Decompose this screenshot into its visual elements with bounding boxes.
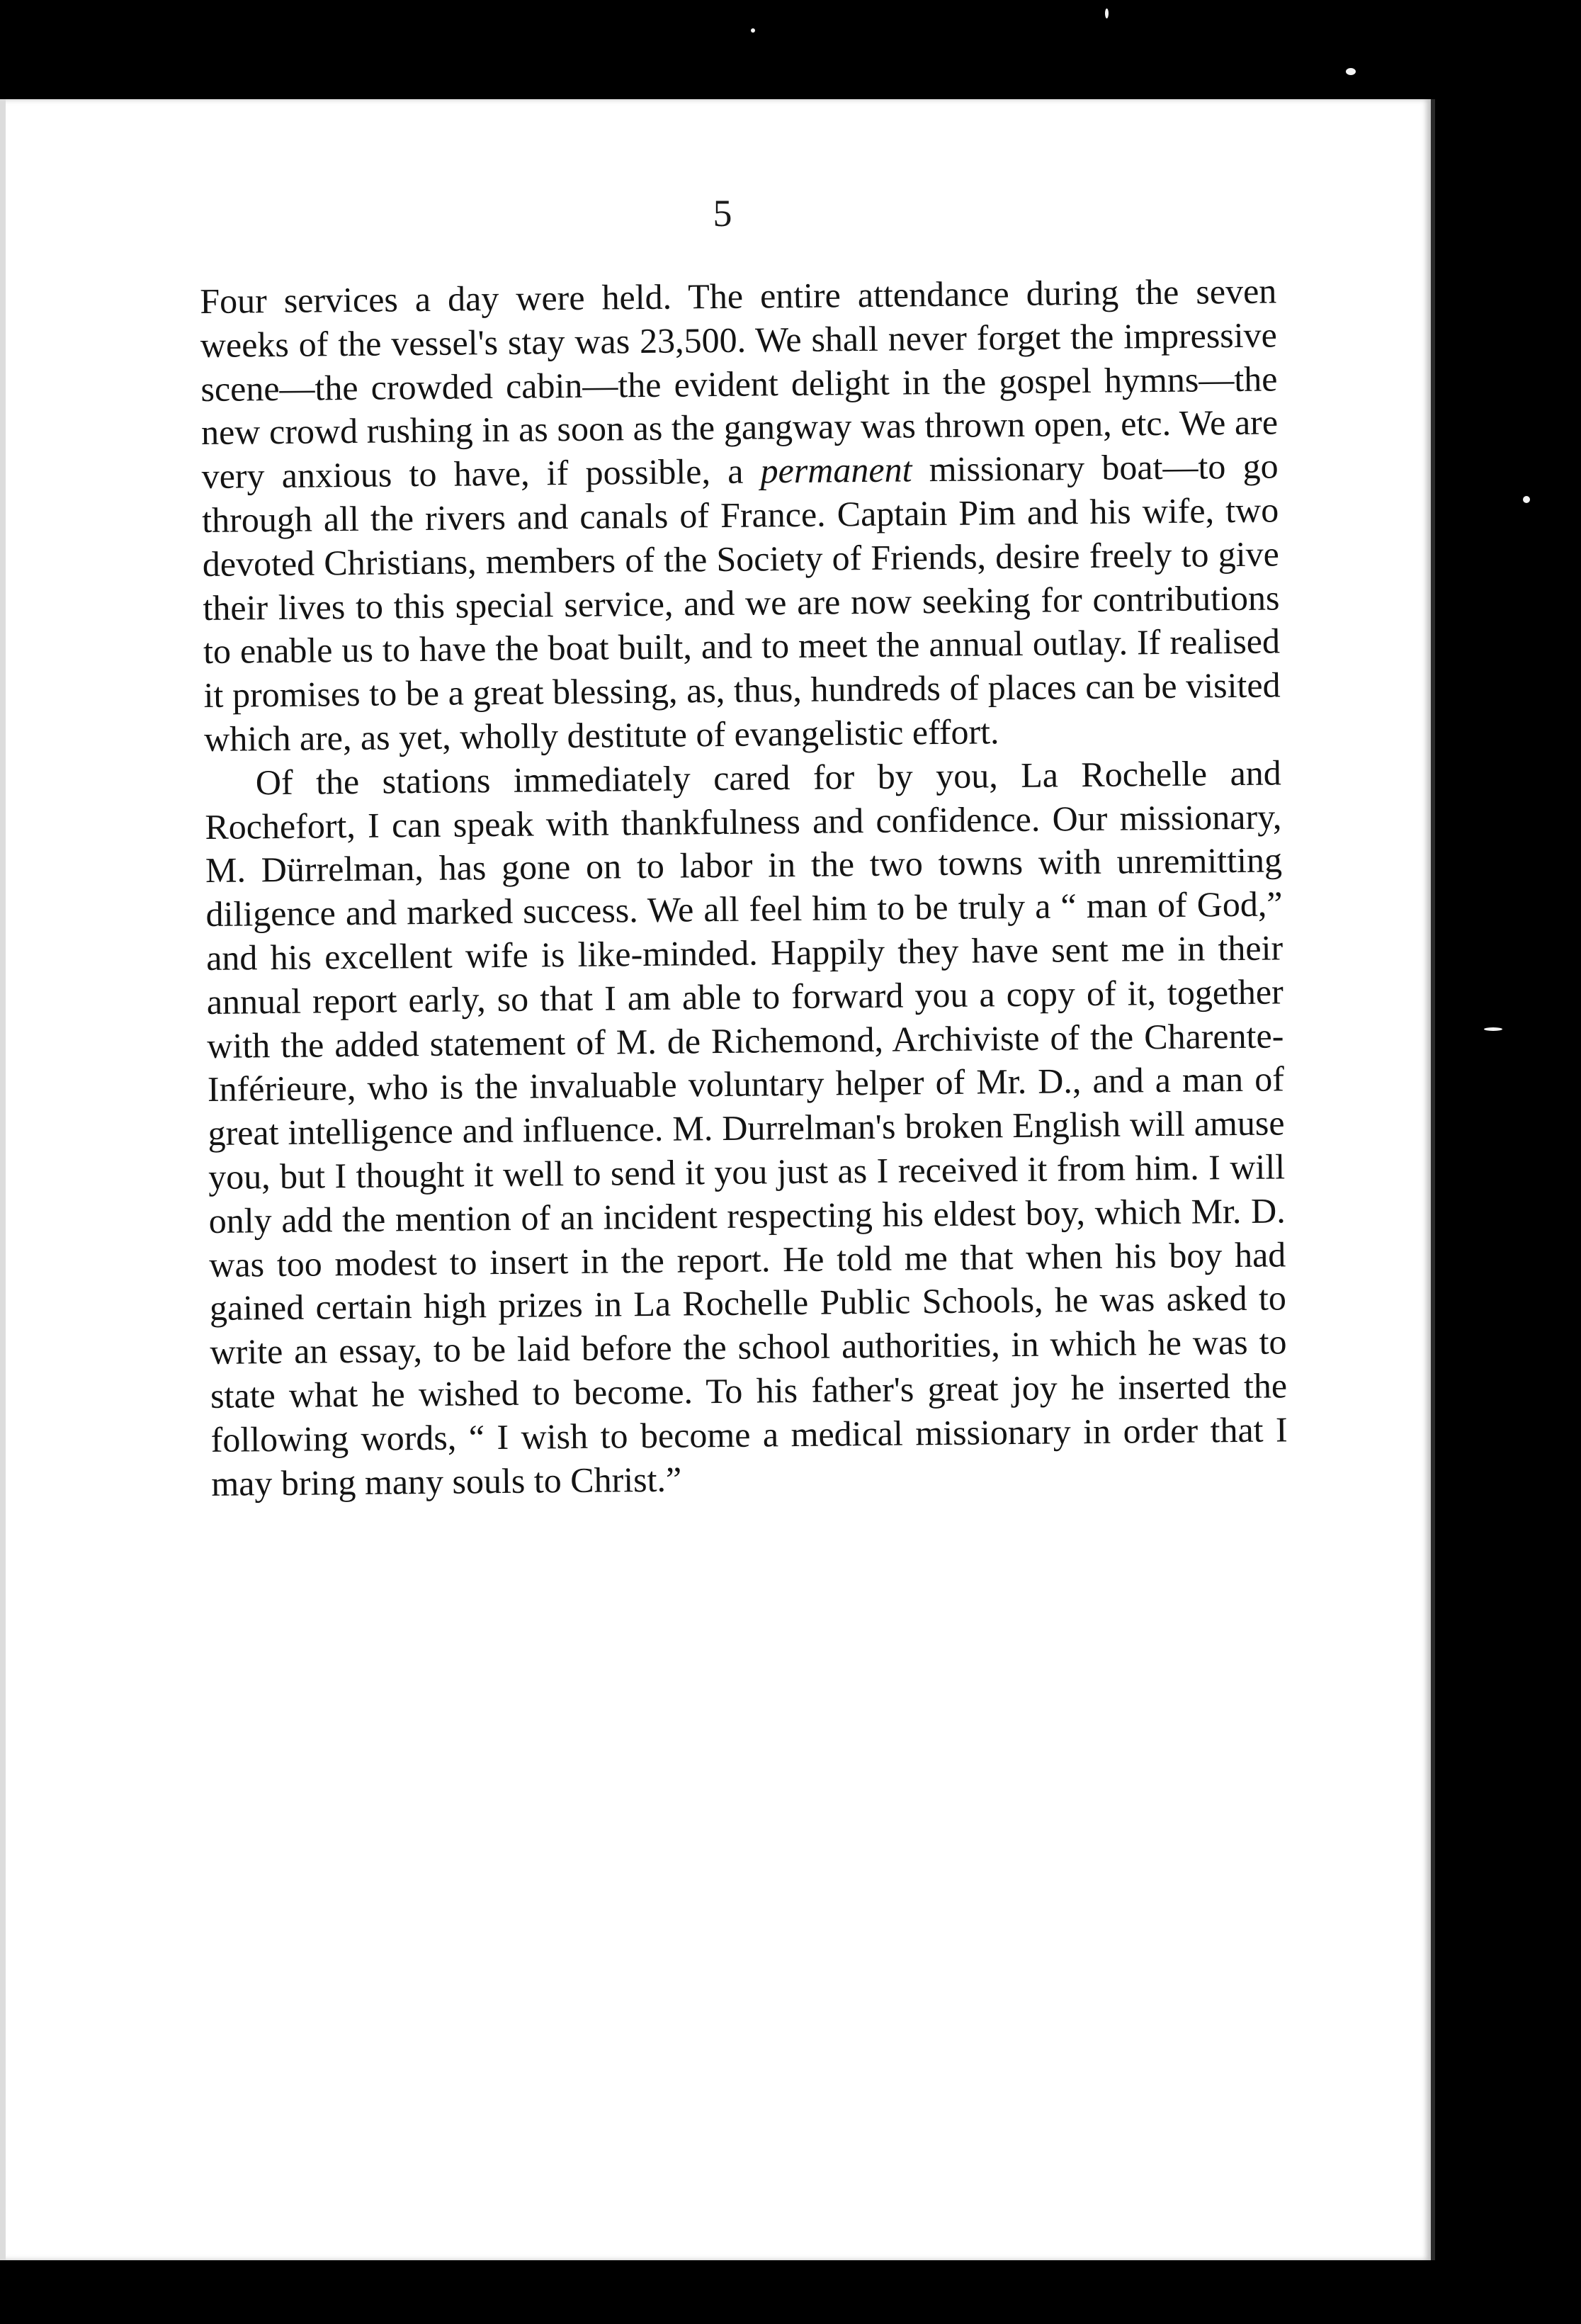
body-text [200, 269, 1288, 1506]
page-number: 5 [713, 192, 732, 235]
paragraph-1-text-start: Four services a day were held. The entire attendance during the seven weeks of the vessel's stay was 23,500. We shall never forget the impressive scene—the crowded cabin—the evident delight in the gospel hymns—the new crowd rushing in as soon as the gangway was thrown open, etc. We are very anxious to have, if possible, a [200, 271, 1279, 497]
paragraph-2: Of the stations immediately cared for by you, La Rochelle and Rochefort, I can speak with thankfulness and confidence. Our missionary, M. Dürrelman, has gone on to labor in the two towns with unremitting diligence and marked success. We all feel him to be truly a “ man of God,” and his excellent wife is like-minded. Happily they have sent me in their annual report early, so that I am able to forward you a copy of it, together with the added statement of M. de Richemond, Archiviste of the Charente-Inférieure, who is the invaluable voluntary helper of Mr. D., and a man of great intelligence and influence. M. Durrelman's broken English will amuse you, but I thought it well to send it you just as I received it from him. I will only add the mention of an incident respecting his eldest boy, which Mr. D. was too modest to insert in the report. He told me that when his boy had gained certain high prizes in La Rochelle Public Schools, he was asked to write an essay, to be laid before the school authorities, in which he was to state what he wished to become. To his father's great joy he inserted the following words, “ I wish to become a medical missionary in order that I may bring many souls to Christ.” [205, 752, 1288, 1504]
paragraph-1 [200, 269, 1281, 761]
emphasized-word: permanent [760, 449, 912, 491]
scan-speck [751, 28, 755, 33]
scan-speck [1346, 68, 1356, 75]
scan-speck [1484, 1027, 1502, 1031]
scan-speck [1105, 9, 1109, 18]
scan-speck [1523, 496, 1530, 503]
page-fold-edge [0, 99, 6, 2260]
paragraph-1-text-end: missionary boat—to go through all the rivers and canals of France. Captain Pim and his wife, two devoted Christians, members of the Society of Friends, desire freely to give their lives to this special service, and we are now seeking for contributions to enable us to have the boat built, and to meet the annual outlay. If realised it promises to be a great blessing, as, thus, hundreds of places can be visited which are, as yet, wholly destitute of evangelistic effort. [201, 446, 1281, 759]
